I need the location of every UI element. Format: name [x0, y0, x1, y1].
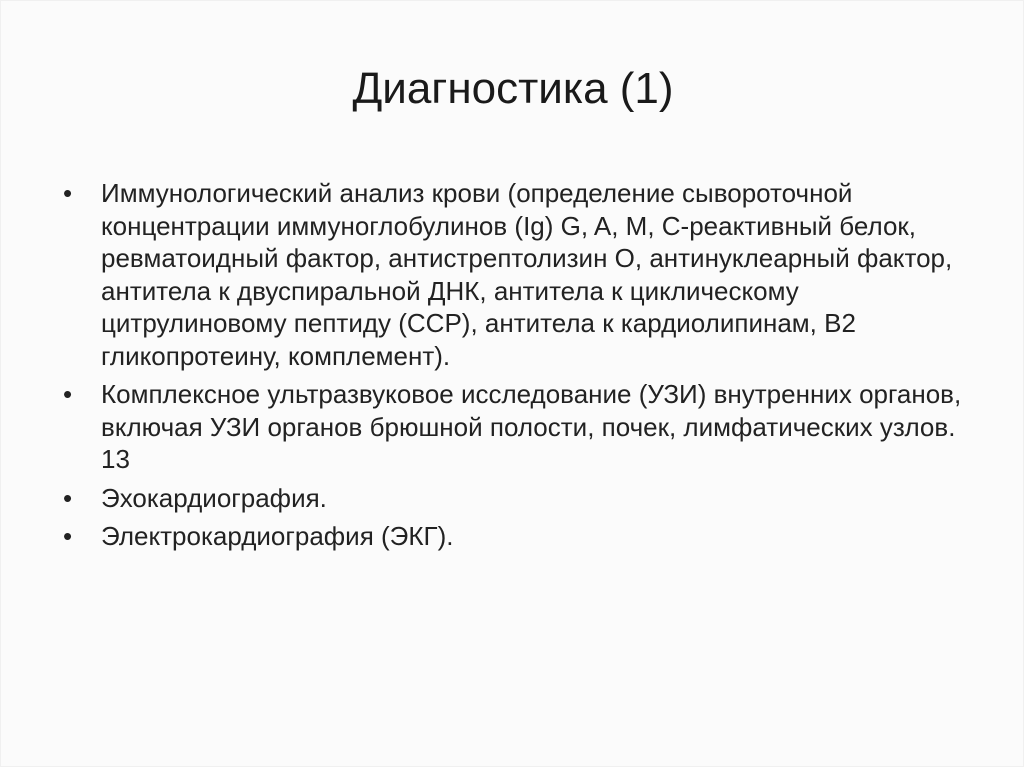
bullet-text: Электрокардиография (ЭКГ).	[101, 521, 454, 551]
slide-title: Диагностика (1)	[352, 64, 674, 113]
bullet-point-icon: •	[63, 482, 73, 513]
bullet-item-ecg	[63, 520, 963, 553]
bullet-text: Иммунологический анализ крови (определение сывороточной концентрации иммуноглобулинов (Ig) G, A, M, C-реактивный белок, ревматоидный фактор, антистрептолизин О, антинуклеарный фактор, антитела к двуспиральной ДНК, антитела к циклическому цитрулиновому пептиду (ССР), антитела к кардиолипинам, В2 гликопротеину, комплемент).	[101, 178, 953, 371]
bullet-item-echocardiography	[63, 482, 963, 515]
bullet-point-icon: •	[63, 521, 73, 551]
bullet-point-icon: •	[63, 379, 73, 409]
bullet-item-ultrasound	[63, 378, 963, 476]
bullet-item-immunology	[63, 177, 963, 372]
bullet-text: Эхокардиография.	[101, 482, 327, 513]
bullet-point-icon: •	[63, 178, 73, 208]
bullet-text: Комплексное ультразвуковое исследование (УЗИ) внутренних органов, включая УЗИ органов брюшной полости, почек, лимфатических узлов. 13	[101, 379, 962, 474]
bullet-list	[63, 177, 963, 559]
